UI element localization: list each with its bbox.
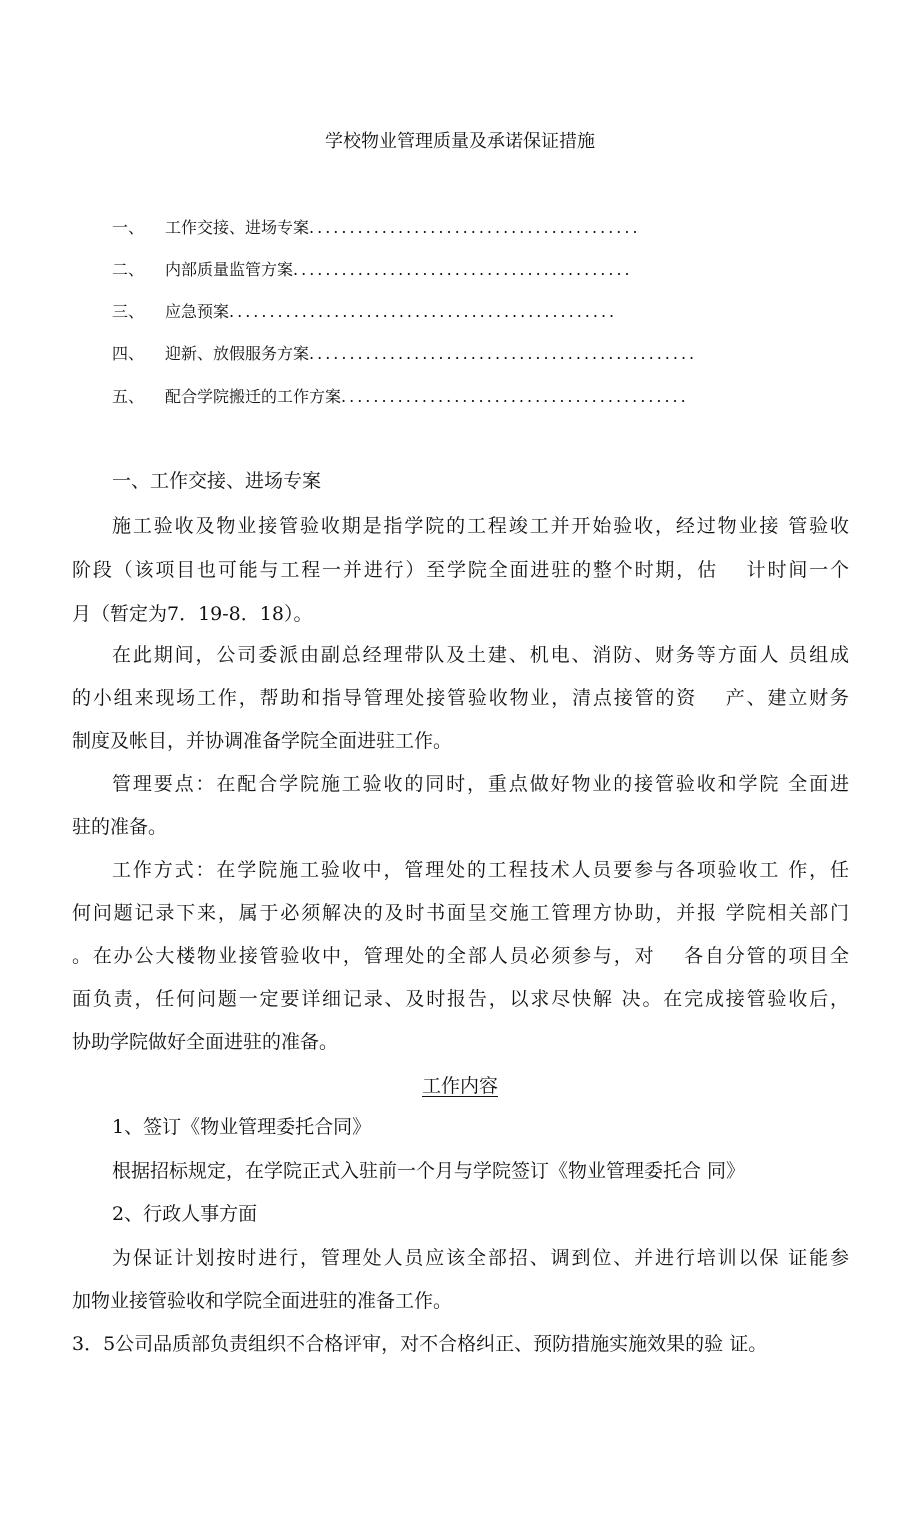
list-item-heading: 1、签订《物业管理委托合同》: [112, 1116, 372, 1138]
paragraph-line: 管理要点：在配合学院施工验收的同时，重点做好物业的接管验收和学院 全面进: [112, 773, 849, 795]
paragraph-line: 阶段（该项目也可能与工程一并进行）至学院全面进驻的整个时期，估 计时间一个: [72, 559, 849, 581]
toc-leader-dots: ...........................................: [341, 387, 689, 406]
toc-item-number: 四、: [112, 344, 145, 363]
toc-item: [112, 341, 832, 367]
toc-item-text: 配合学院搬迁的工作方案...........................................: [165, 387, 689, 406]
toc-item: [112, 299, 812, 325]
toc-item-text: 工作交接、进场专案.........................................: [165, 218, 641, 237]
paragraph-line: 在此期间，公司委派由副总经理带队及土建、机电、消防、财务等方面人 员组成: [112, 644, 849, 666]
paragraph-line: 。在办公大楼物业接管验收中，管理处的全部人员必须参与，对 各自分管的项目全: [72, 945, 849, 967]
toc-item-number: 三、: [112, 302, 145, 321]
paragraph-line: 根据招标规定，在学院正式入驻前一个月与学院签订《物业管理委托合 同》: [112, 1160, 746, 1182]
paragraph-line: 工作方式：在学院施工验收中，管理处的工程技术人员要参与各项验收工 作，任: [112, 859, 849, 881]
toc-leader-dots: ..........................................: [293, 260, 633, 279]
paragraph-line: 何问题记录下来，属于必须解决的及时书面呈交施工管理方协助，并报 学院相关部门: [72, 902, 849, 924]
list-item-heading: 2、行政人事方面: [112, 1203, 258, 1225]
toc-item-text: 内部质量监管方案..........................................: [165, 260, 633, 279]
paragraph-line: 制度及帐目，并协调准备学院全面进驻工作。: [72, 730, 453, 752]
toc-item: [112, 215, 812, 241]
toc-item-text: 迎新、放假服务方案................................................: [165, 344, 698, 363]
document-title: 学校物业管理质量及承诺保证措施: [325, 131, 595, 152]
toc-item: [112, 384, 812, 410]
paragraph-line: 施工验收及物业接管验收期是指学院的工程竣工并开始验收，经过物业接 管验收: [112, 515, 849, 537]
toc-item-text: 应急预案................................................: [165, 302, 618, 321]
toc-leader-dots: ................................................: [309, 344, 698, 363]
work-content-heading: 工作内容: [421, 1075, 498, 1097]
paragraph-line: 驻的准备。: [72, 816, 168, 838]
paragraph-line: 加物业接管验收和学院全面进驻的准备工作。: [72, 1290, 453, 1312]
paragraph-line: 面负责，任何问题一定要详细记录、及时报告，以求尽快解 决。在完成接管验收后，: [72, 988, 849, 1010]
toc-item-number: 五、: [112, 387, 145, 406]
toc-leader-dots: .........................................: [309, 218, 641, 237]
paragraph-line: 为保证计划按时进行，管理处人员应该全部招、调到位、并进行培训以保 证能参: [112, 1247, 849, 1269]
paragraph-line: 的小组来现场工作，帮助和指导管理处接管验收物业，清点接管的资 产、建立财务: [72, 687, 849, 709]
toc-item-number: 一、: [112, 218, 145, 237]
toc-leader-dots: ................................................: [229, 302, 618, 321]
section-heading: 一、工作交接、进场专案: [112, 470, 322, 492]
toc-item-number: 二、: [112, 260, 145, 279]
toc-item: [112, 257, 812, 283]
paragraph-line: 月（暂定为7．19-8．18）。: [72, 603, 313, 625]
paragraph-line: 协助学院做好全面进驻的准备。: [72, 1031, 339, 1053]
paragraph-line: 3．5公司品质部负责组织不合格评审，对不合格纠正、预防措施实施效果的验 证。: [72, 1333, 768, 1355]
